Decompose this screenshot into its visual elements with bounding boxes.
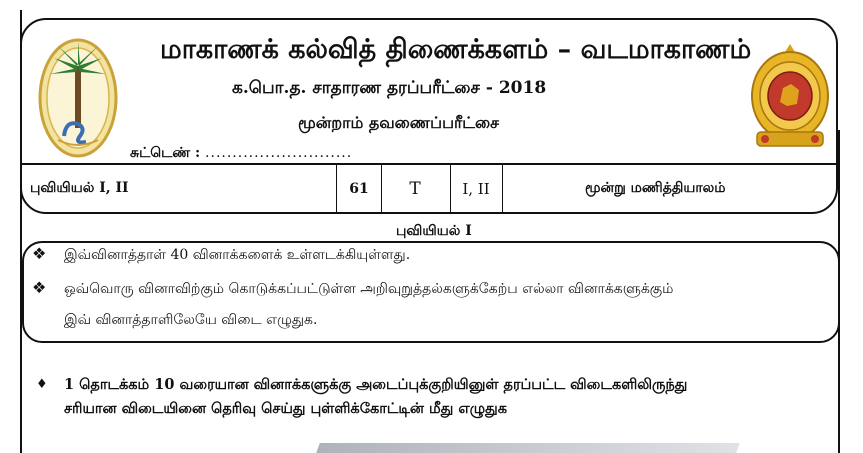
palmyra-tree-emblem-icon — [36, 36, 120, 160]
instruction-1: இவ்வினாத்தாள் 40 வினாக்களைக் உள்ளடக்கியுள்ளது. — [64, 247, 411, 263]
index-number-blank: ........................... — [205, 145, 353, 161]
question-intro — [64, 373, 834, 421]
exam-subtitle: க.பொ.த. சாதாரண தரப்பரீட்சை - 2018 — [232, 78, 547, 98]
department-title: மாகாணக் கல்வித் திணைக்களம் – வடமாகாணம் — [160, 34, 752, 65]
papers-cell: I, II — [450, 165, 503, 212]
section-title: புவியியல் I — [396, 223, 472, 239]
index-number-field — [130, 145, 352, 163]
instruction-2-continuation: இவ் வினாத்தாளிலேயே விடை எழுதுக. — [64, 312, 318, 328]
question-intro-line-2: சரியான விடையினை தெரிவு செய்து புள்ளிக்கோட்டின் மீது எழுதுக — [64, 400, 508, 417]
four-diamond-bullet-icon: ❖ — [32, 278, 47, 297]
subject-code-cell: 61 — [336, 165, 382, 212]
four-diamond-bullet-icon: ❖ — [32, 244, 47, 263]
scan-artifact-bar — [316, 443, 740, 453]
question-bullet-icon: ♦ — [36, 377, 48, 392]
subject-cell: புவியியல் I, II — [30, 179, 129, 196]
question-intro-line-1: 1 தொடக்கம் 10 வரையான வினாக்களுக்கு அடைப்புக்குறியினுள் தரப்பட்ட விடைகளிலிருந்து — [64, 376, 688, 393]
exam-info-row — [20, 163, 838, 212]
instruction-2: ஒவ்வொரு வினாவிற்கும் கொடுக்கப்பட்டுள்ள அறிவுறுத்தல்களுக்கேற்ப எல்லா வினாக்களுக்கும் — [64, 281, 674, 297]
duration-cell: மூன்று மணித்தியாலம் — [585, 179, 726, 196]
medium-cell: T — [380, 165, 451, 212]
term-label: மூன்றாம் தவணைப்பரீட்சை — [298, 113, 499, 132]
index-number-label: சுட்டெண் : — [130, 145, 201, 161]
